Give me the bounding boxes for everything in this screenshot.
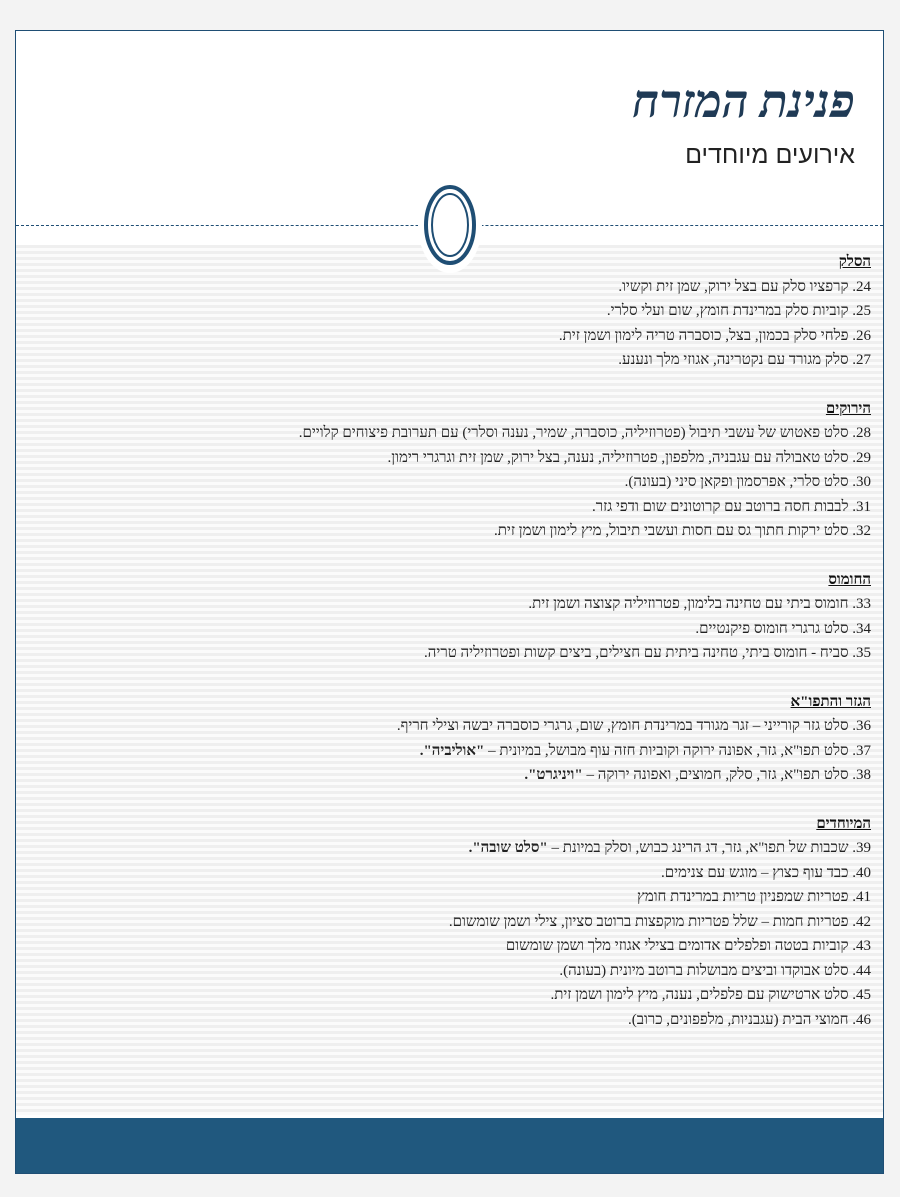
menu-item	[31, 1008, 871, 1033]
page-title: פנינת המזרח	[632, 76, 855, 127]
menu-item	[31, 421, 871, 446]
item-number: 27.	[852, 352, 871, 368]
item-text: סלט תפו"א, גזר, סלק, חמוצים, ואפונה ירוקה –	[586, 767, 849, 783]
item-number: 29.	[852, 449, 871, 466]
item-text: קוביות בטטה ופלפלים אדומים בצילי אגוזי מלך ושמן שומשום	[505, 938, 849, 954]
section-title: הסלק	[838, 254, 871, 270]
item-text: סביח - חומוס ביתי, טחינה ביתית עם חצילים, ביצים קשות ופטרוזיליה טריה.	[424, 645, 849, 661]
item-text: פלחי סלק בכמון, בצל, כוסברה טריה לימון ושמן זית.	[558, 327, 849, 344]
menu-page	[15, 30, 884, 1174]
menu-item	[31, 885, 871, 910]
item-number: 34.	[852, 620, 871, 637]
menu-item	[31, 861, 871, 886]
item-text: פטריות חמות – שלל פטריות מוקפצות ברוטב סציון, צילי ושמן שומשום.	[448, 913, 849, 930]
menu-item	[31, 348, 871, 373]
menu-section	[31, 568, 871, 666]
item-number: 37.	[852, 742, 871, 759]
item-text: סלט סלרי, אפרסמון ופקאן סיני (בעונה).	[624, 474, 849, 490]
item-highlight-name: "ויניגרט".	[524, 767, 583, 783]
menu-section	[31, 690, 871, 788]
item-number: 36.	[852, 718, 871, 734]
item-text: חמוצי הבית (עגבניות, מלפפונים, כרוב).	[628, 1011, 849, 1028]
menu-list	[31, 250, 871, 1056]
item-number: 39.	[852, 840, 871, 856]
item-text: סלט ירקות חתוך גס עם חסות ועשבי תיבול, מיץ לימון ושמן זית.	[494, 523, 849, 539]
item-number: 46.	[852, 1011, 871, 1028]
item-number: 32.	[852, 523, 871, 539]
menu-item	[31, 836, 871, 861]
item-text: סלט גזר קורייני – זגר מגורד במרינדת חומץ, שום, גרגרי כוסברה יבשה וצילי חריף.	[396, 718, 849, 734]
menu-item	[31, 592, 871, 617]
item-text: סלט גרגרי חומוס פיקנטיים.	[695, 620, 849, 637]
item-text: שכבות של תפו"א, גזר, דג הרינג כבוש, וסלק במיונת –	[551, 840, 849, 856]
menu-item	[31, 617, 871, 642]
item-number: 44.	[852, 962, 871, 979]
item-highlight-name: "אוליביה".	[419, 742, 485, 759]
item-number: 43.	[852, 938, 871, 954]
menu-section	[31, 812, 871, 1033]
item-number: 40.	[852, 864, 871, 881]
item-text: פטריות שמפניון טריות במרינדת חומץ	[637, 889, 849, 905]
menu-item	[31, 714, 871, 739]
menu-item	[31, 739, 871, 764]
item-text: סלק מגורד עם נקטרינה, אגוזי מלך ונענע.	[618, 352, 849, 368]
menu-item	[31, 934, 871, 959]
item-number: 30.	[852, 474, 871, 490]
menu-item	[31, 519, 871, 544]
menu-item	[31, 275, 871, 300]
item-text: לבבות חסה ברוטב עם קרוטונים שום ודפי גזר.	[591, 498, 849, 515]
menu-item	[31, 495, 871, 520]
item-text: סלט אבוקדו וביצים מבושלות ברוטב מיונית (בעונה).	[559, 962, 849, 979]
menu-section	[31, 250, 871, 373]
item-number: 28.	[852, 425, 871, 441]
menu-item	[31, 324, 871, 349]
item-highlight-name: "סלט שובה".	[468, 840, 548, 856]
item-number: 24.	[852, 278, 871, 295]
item-text: סלט ארטישוק עם פלפלים, נענה, מיץ לימון ושמן זית.	[550, 987, 849, 1003]
menu-item	[31, 299, 871, 324]
menu-item	[31, 446, 871, 471]
item-number: 38.	[852, 767, 871, 783]
footer-bar	[16, 1118, 883, 1173]
item-number: 45.	[852, 987, 871, 1003]
item-text: קרפציו סלק עם בצל ירוק, שמן זית וקשיו.	[618, 278, 849, 295]
menu-item	[31, 763, 871, 788]
menu-item	[31, 910, 871, 935]
menu-section	[31, 397, 871, 544]
menu-item	[31, 641, 871, 666]
page-subtitle: אירועים מיוחדים	[685, 141, 855, 169]
section-title: הירוקים	[825, 400, 871, 417]
item-number: 41.	[852, 889, 871, 905]
item-text: כבד עוף כצוץ – מוגש עם צנימים.	[661, 864, 849, 881]
item-text: קוביות סלק במרינדת חומץ, שום ועלי סלרי.	[606, 303, 849, 319]
menu-item	[31, 959, 871, 984]
item-number: 25.	[852, 303, 871, 319]
item-number: 42.	[852, 913, 871, 930]
menu-item	[31, 983, 871, 1008]
item-text: סלט תפו"א, גזר, אפונה ירוקה וקוביות חזה עוף מבושל, במיונית –	[488, 742, 849, 759]
menu-item	[31, 470, 871, 495]
item-number: 31.	[852, 498, 871, 515]
section-title: החומוס	[828, 571, 871, 588]
item-text: חומוס ביתי עם טחינה בלימון, פטרוזיליה קצוצה ושמן זית.	[528, 596, 849, 612]
section-title: הגזר והתפו"א	[790, 693, 871, 710]
item-text: סלט פאטוש של עשבי תיבול (פטרוזיליה, כוסברה, שמיר, נענה וסלרי) עם תערובת פיצוחים קלויים.	[298, 425, 849, 441]
item-text: סלט טאבולה עם עגבניה, מלפפון, פטרוזיליה, נענה, בצל ירוק, שמן זית וגרגרי רימון.	[387, 449, 849, 466]
item-number: 26.	[852, 327, 871, 344]
item-number: 33.	[852, 596, 871, 612]
section-title: המיוחדים	[816, 815, 871, 832]
item-number: 35.	[852, 645, 871, 661]
